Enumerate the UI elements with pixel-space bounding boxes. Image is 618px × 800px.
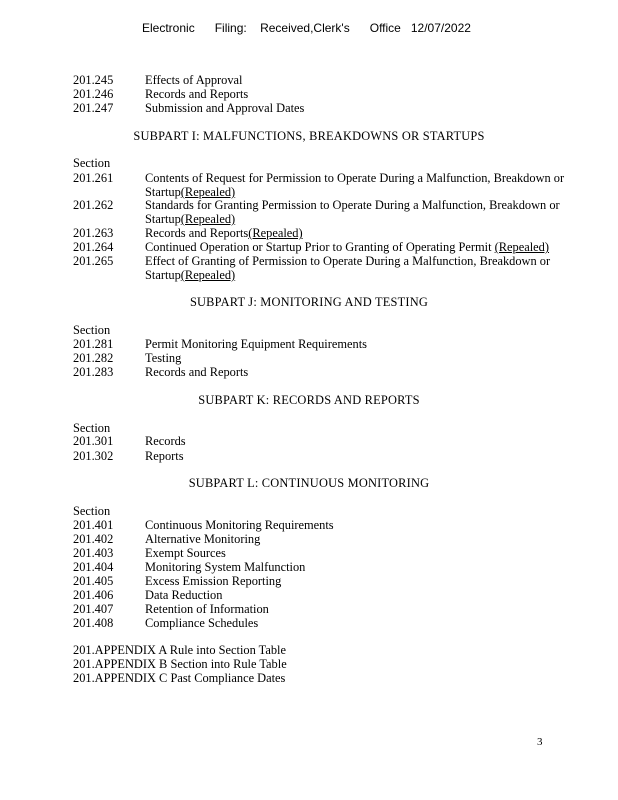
section-number: 201.264 [73, 240, 114, 254]
section-number: 201.408 [73, 616, 114, 630]
section-title: Submission and Approval Dates [145, 101, 305, 115]
section-number: 201.302 [73, 449, 114, 463]
filing-header [142, 21, 471, 35]
section-number: 201.301 [73, 434, 114, 448]
header-electronic: Electronic [142, 21, 195, 35]
section-number: 201.403 [73, 546, 114, 560]
section-title: Excess Emission Reporting [145, 574, 282, 588]
section-title: Continued Operation or Startup Prior to Granting of Operating Permit (Repealed) [145, 240, 550, 254]
appendix-title: Section into Rule Table [170, 657, 287, 671]
section-number: 201.281 [73, 337, 114, 351]
section-number: 201.245 [73, 73, 114, 87]
appendix-entry [73, 657, 287, 671]
repealed-note: (Repealed) [180, 185, 236, 199]
section-entry [73, 73, 593, 87]
appendix-label: 201.APPENDIX B [73, 657, 168, 671]
section-title: Standards for Granting Permission to Operate During a Malfunction, Breakdown or Startup(Repealed) [145, 198, 560, 226]
section-entry [73, 101, 593, 115]
section-title: Testing [145, 351, 182, 365]
section-number: 201.283 [73, 365, 114, 379]
section-entry [73, 171, 593, 199]
section-number: 201.406 [73, 588, 114, 602]
section-number: 201.402 [73, 532, 114, 546]
section-entry [73, 616, 593, 630]
section-number: 201.263 [73, 226, 114, 240]
section-label: Section [73, 323, 111, 337]
appendix-title: Past Compliance Dates [170, 671, 286, 685]
subpart-j-heading: SUBPART J: MONITORING AND TESTING [189, 295, 429, 309]
section-number: 201.247 [73, 101, 114, 115]
header-received: Received,Clerk's [260, 21, 350, 35]
section-entry [73, 198, 593, 226]
repealed-note: (Repealed) [180, 212, 236, 226]
section-title: Continuous Monitoring Requirements [145, 518, 334, 532]
repealed-note: (Repealed) [494, 240, 550, 254]
section-label: Section [73, 421, 111, 435]
section-label: Section [73, 156, 111, 170]
section-entry [73, 87, 593, 101]
section-entry [73, 588, 593, 602]
section-entry [73, 546, 593, 560]
section-title: Records and Reports [145, 365, 249, 379]
section-title: Records and Reports(Repealed) [145, 226, 303, 240]
section-entry [73, 518, 593, 532]
appendix-entry [73, 643, 286, 657]
header-date: 12/07/2022 [410, 21, 471, 35]
section-entry [73, 337, 593, 351]
section-title: Effect of Granting of Permission to Operate During a Malfunction, Breakdown or Startup(Repealed) [145, 254, 551, 282]
section-entry [73, 560, 593, 574]
section-entry [73, 365, 593, 379]
section-title: Data Reduction [145, 588, 223, 602]
section-title: Reports [145, 449, 184, 463]
section-entry [73, 574, 593, 588]
section-entry [73, 602, 593, 616]
section-label: Section [73, 504, 111, 518]
section-entry [73, 434, 593, 448]
section-entry [73, 240, 593, 254]
section-title: Effects of Approval [145, 73, 243, 87]
section-title: Permit Monitoring Equipment Requirements [145, 337, 367, 351]
section-title: Retention of Information [145, 602, 269, 616]
section-entry [73, 532, 593, 546]
section-entry [73, 351, 593, 365]
section-number: 201.246 [73, 87, 114, 101]
subpart-l-heading: SUBPART L: CONTINUOUS MONITORING [188, 476, 430, 490]
section-number: 201.407 [73, 602, 114, 616]
section-title: Contents of Request for Permission to Operate During a Malfunction, Breakdown or Startup(Repealed) [145, 171, 565, 199]
subpart-i-heading: SUBPART I: MALFUNCTIONS, BREAKDOWNS OR STARTUPS [133, 129, 485, 143]
appendix-entry [73, 671, 285, 685]
appendix-label: 201.APPENDIX A [73, 643, 167, 657]
section-title: Records [145, 434, 186, 448]
page-number: 3 [537, 736, 543, 748]
section-number: 201.405 [73, 574, 114, 588]
section-number: 201.262 [73, 198, 114, 212]
section-title: Exempt Sources [145, 546, 226, 560]
repealed-note: (Repealed) [180, 268, 236, 282]
section-number: 201.401 [73, 518, 114, 532]
repealed-note: (Repealed) [248, 226, 303, 240]
section-title: Alternative Monitoring [145, 532, 261, 546]
section-number: 201.404 [73, 560, 114, 574]
section-number: 201.265 [73, 254, 114, 268]
section-number: 201.282 [73, 351, 114, 365]
header-office: Office [369, 21, 401, 35]
appendix-label: 201.APPENDIX C [73, 671, 168, 685]
section-title: Records and Reports [145, 87, 249, 101]
appendix-title: Rule into Section Table [169, 643, 287, 657]
section-entry [73, 254, 593, 282]
section-title: Monitoring System Malfunction [145, 560, 306, 574]
subpart-k-heading: SUBPART K: RECORDS AND REPORTS [198, 393, 420, 407]
section-number: 201.261 [73, 171, 114, 185]
header-filing: Filing: [214, 21, 247, 35]
section-entry [73, 449, 593, 463]
section-entry [73, 226, 593, 240]
section-title: Compliance Schedules [145, 616, 259, 630]
